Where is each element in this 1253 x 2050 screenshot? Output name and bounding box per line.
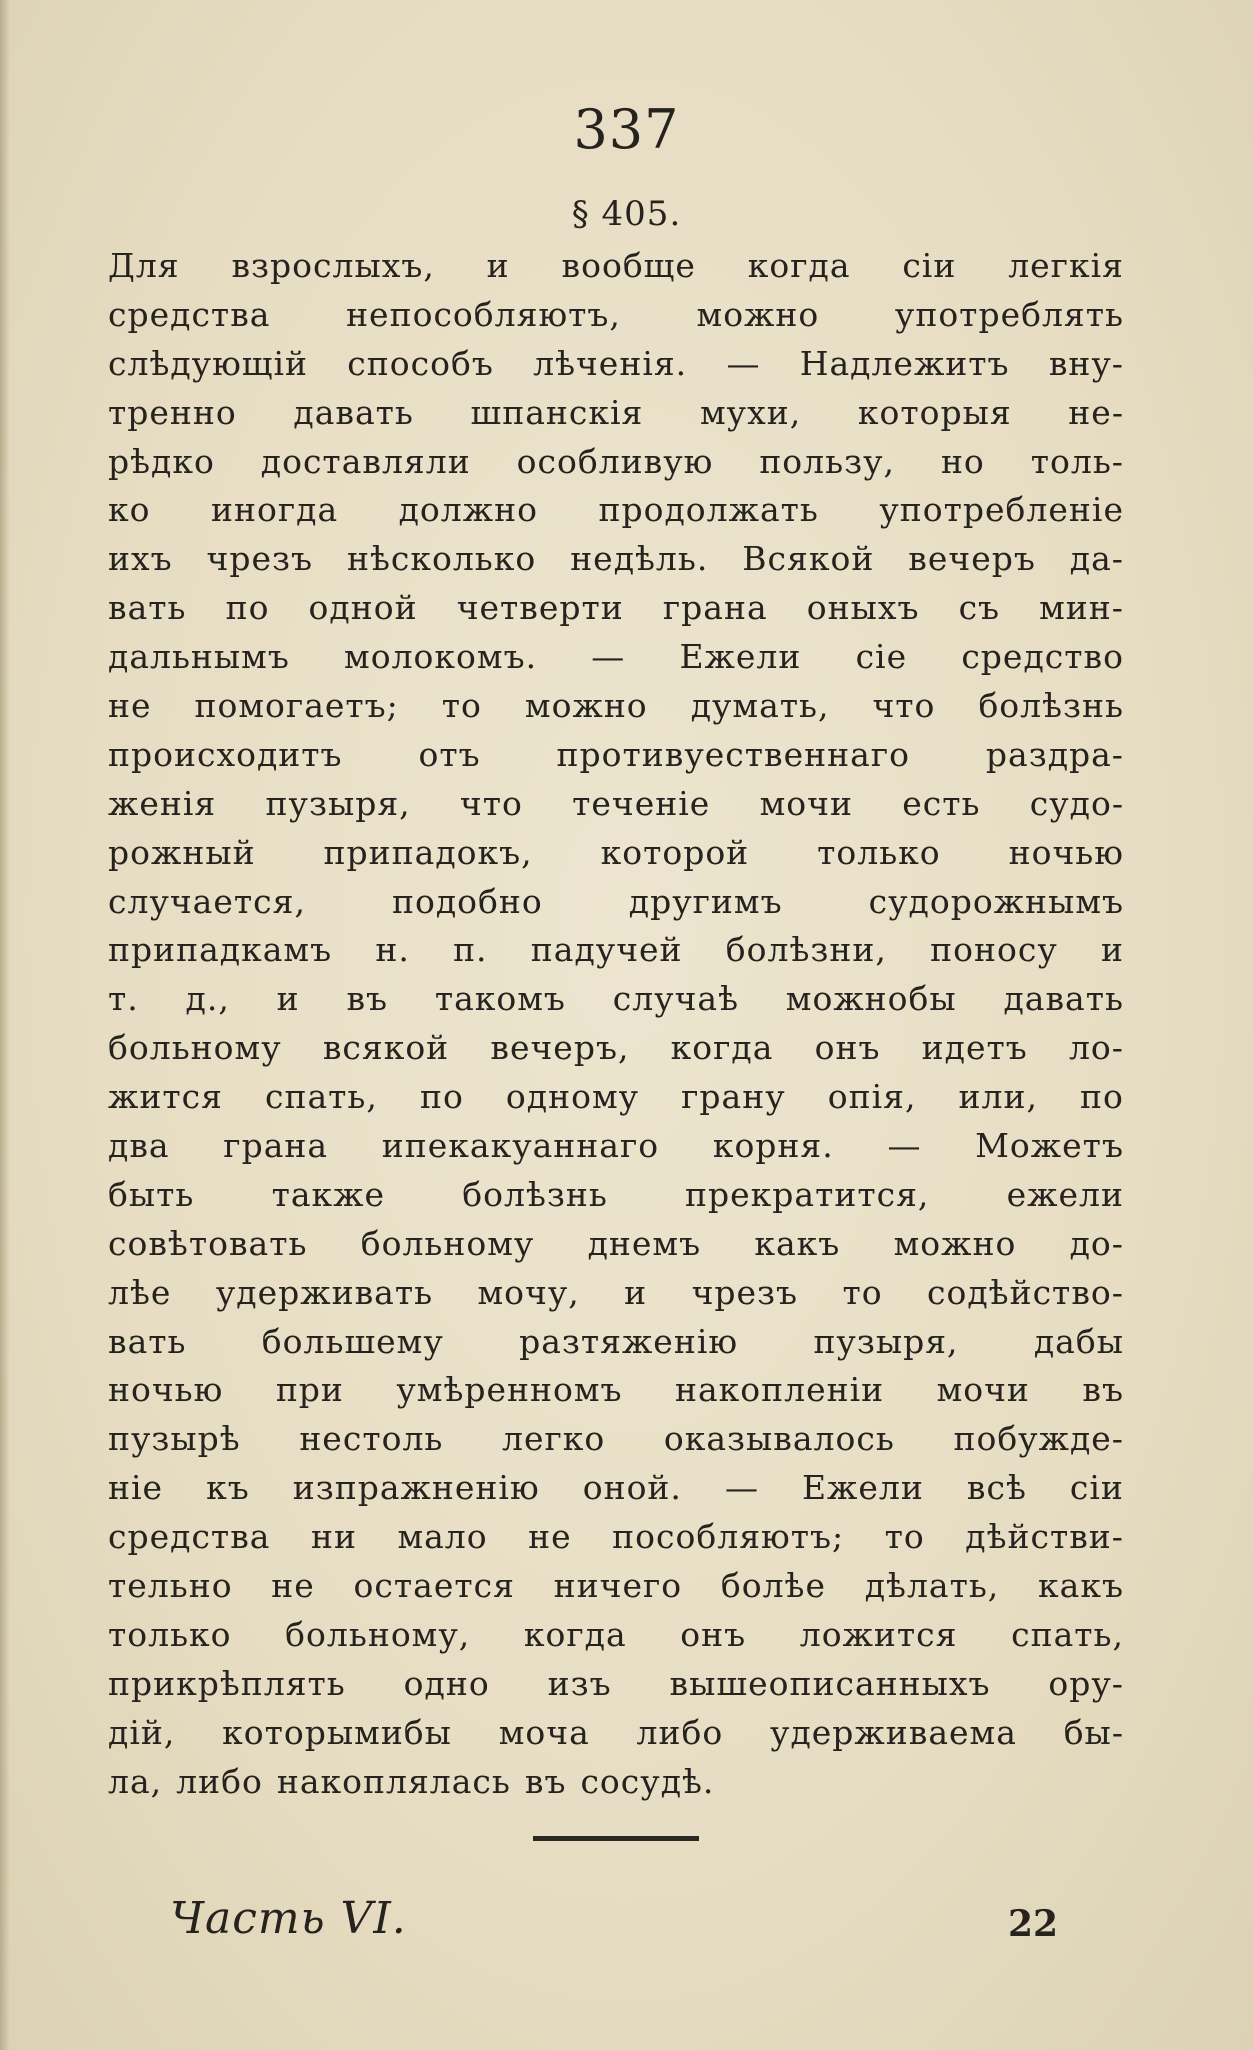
word: онъ bbox=[680, 1614, 747, 1654]
word: когда bbox=[670, 1028, 774, 1068]
word: не bbox=[528, 1517, 572, 1557]
text-line bbox=[108, 1073, 1124, 1122]
word: мухи, bbox=[700, 392, 802, 432]
word: когда bbox=[523, 1614, 627, 1654]
word: мин- bbox=[1039, 588, 1124, 628]
word: онъ bbox=[814, 1028, 881, 1068]
word: съ bbox=[958, 588, 1001, 628]
word: — bbox=[726, 343, 761, 383]
text-line bbox=[108, 975, 1124, 1024]
word: давать bbox=[1003, 979, 1124, 1019]
text-line bbox=[108, 731, 1124, 780]
text-line bbox=[108, 1464, 1124, 1513]
word: ночью bbox=[1008, 832, 1124, 872]
word: одно bbox=[403, 1663, 490, 1703]
word: и bbox=[486, 246, 510, 285]
word: содѣйство- bbox=[927, 1272, 1124, 1312]
word: по bbox=[419, 1077, 464, 1117]
word: падучей bbox=[530, 930, 683, 970]
word: п. bbox=[453, 930, 488, 970]
word: днемъ bbox=[587, 1223, 702, 1263]
word: мочу, bbox=[477, 1272, 580, 1312]
text-line bbox=[108, 1562, 1124, 1611]
word: спать, bbox=[1011, 1614, 1124, 1654]
word: думать, bbox=[690, 686, 830, 726]
text-line bbox=[108, 1269, 1124, 1318]
word: по bbox=[225, 588, 270, 628]
word: не bbox=[271, 1566, 315, 1606]
word: накоплялась bbox=[276, 1761, 511, 1801]
word: что bbox=[459, 783, 523, 823]
text-line bbox=[108, 535, 1124, 584]
word: вообще bbox=[561, 246, 696, 285]
word: пузыря, bbox=[265, 783, 411, 823]
word: ночью bbox=[108, 1370, 224, 1410]
word: пузырѣ bbox=[108, 1419, 241, 1459]
word: спать, bbox=[265, 1077, 378, 1117]
word: средство bbox=[961, 637, 1124, 677]
word: Для bbox=[108, 246, 180, 285]
word: ничего bbox=[553, 1566, 683, 1606]
word: должно bbox=[398, 490, 538, 530]
word: лѣченiя. bbox=[533, 343, 688, 383]
word: рѣдко bbox=[108, 441, 215, 481]
word: шпанскiя bbox=[470, 392, 644, 432]
word: въ bbox=[1082, 1370, 1124, 1410]
word: не- bbox=[1068, 392, 1124, 432]
word: особливую bbox=[516, 441, 714, 481]
word: судорожнымъ bbox=[868, 881, 1124, 921]
word: прекратится, bbox=[685, 1174, 930, 1214]
word: доставляли bbox=[260, 441, 471, 481]
word: въ bbox=[346, 979, 389, 1019]
word: не bbox=[108, 686, 152, 726]
word: изъ bbox=[547, 1663, 612, 1703]
word: по bbox=[1080, 1077, 1124, 1117]
text-line bbox=[108, 340, 1124, 389]
text-line bbox=[108, 926, 1124, 975]
text-line bbox=[108, 682, 1124, 731]
word: какъ bbox=[754, 1223, 841, 1263]
word: когда bbox=[747, 246, 851, 285]
word: противуественнаго bbox=[556, 734, 910, 774]
word: сосудѣ. bbox=[580, 1761, 715, 1801]
word: Можетъ bbox=[975, 1126, 1124, 1166]
word: грана bbox=[662, 588, 768, 628]
word: отъ bbox=[418, 734, 481, 774]
word: средства bbox=[108, 294, 271, 334]
word: д., bbox=[185, 979, 230, 1019]
text-line bbox=[108, 1366, 1124, 1415]
body-text bbox=[108, 242, 1124, 1807]
word: то bbox=[441, 686, 482, 726]
word: также bbox=[271, 1174, 386, 1214]
word: подобно bbox=[391, 881, 543, 921]
word: болѣе bbox=[720, 1566, 826, 1606]
word: побужде- bbox=[953, 1419, 1124, 1459]
word: Всякой bbox=[742, 539, 875, 579]
word: легкiя bbox=[1008, 246, 1124, 285]
word: только bbox=[817, 832, 941, 872]
word: средства bbox=[108, 1517, 271, 1557]
word: — bbox=[724, 1468, 759, 1508]
word: можно bbox=[893, 1223, 1017, 1263]
word: дѣйстви- bbox=[965, 1517, 1124, 1557]
word: вну- bbox=[1048, 343, 1124, 383]
word: только bbox=[108, 1614, 232, 1654]
word: болѣзни, bbox=[725, 930, 887, 970]
word: употреблять bbox=[894, 294, 1124, 334]
text-line bbox=[108, 780, 1124, 829]
word: недѣль. bbox=[570, 539, 709, 579]
word: что bbox=[872, 686, 936, 726]
sheet-number: 22 bbox=[1008, 1903, 1059, 1945]
word: оной. bbox=[582, 1468, 682, 1508]
word: больному bbox=[360, 1223, 535, 1263]
word: раздра- bbox=[985, 734, 1124, 774]
word: чрезъ bbox=[206, 539, 314, 579]
word: ко bbox=[108, 490, 151, 530]
word: всѣ bbox=[966, 1468, 1027, 1508]
text-line bbox=[108, 389, 1124, 438]
word: и bbox=[624, 1272, 648, 1312]
end-rule bbox=[533, 1836, 699, 1841]
word: умѣренномъ bbox=[396, 1370, 623, 1410]
word: дiй, bbox=[108, 1712, 176, 1752]
word: остается bbox=[353, 1566, 515, 1606]
text-line bbox=[108, 1024, 1124, 1073]
word: одной bbox=[308, 588, 418, 628]
word: употребленiе bbox=[879, 490, 1124, 530]
word: можнобы bbox=[785, 979, 957, 1019]
word: быть bbox=[108, 1174, 195, 1214]
word: слѣдующiй bbox=[108, 343, 309, 383]
word: прикрѣплять bbox=[108, 1663, 346, 1703]
word: два bbox=[108, 1126, 170, 1166]
word: накопленiи bbox=[674, 1370, 885, 1410]
text-line bbox=[108, 1318, 1124, 1367]
word: ла, bbox=[108, 1761, 163, 1801]
word: какъ bbox=[1038, 1566, 1124, 1606]
word: т. bbox=[108, 979, 139, 1019]
word: продолжать bbox=[598, 490, 819, 530]
word: ежели bbox=[1006, 1174, 1124, 1214]
text-line bbox=[108, 1611, 1124, 1660]
word: тельно bbox=[108, 1566, 233, 1606]
word: легко bbox=[501, 1419, 606, 1459]
word: способъ bbox=[347, 343, 494, 383]
word: теченiе bbox=[572, 783, 711, 823]
word: вечеръ bbox=[908, 539, 1036, 579]
word: въ bbox=[524, 1761, 567, 1801]
page-edge-shadow bbox=[0, 0, 10, 2050]
word: иногда bbox=[210, 490, 339, 530]
word: удерживаема bbox=[770, 1712, 1017, 1752]
word: сiи bbox=[902, 246, 957, 285]
word: четверти bbox=[456, 588, 624, 628]
word: давать bbox=[293, 392, 414, 432]
text-line bbox=[108, 438, 1124, 487]
word: всякой bbox=[322, 1028, 450, 1068]
signature-mark: Часть VI. bbox=[170, 1893, 407, 1944]
word: пользу, bbox=[759, 441, 896, 481]
word: болѣзнь bbox=[462, 1174, 608, 1214]
word: которой bbox=[600, 832, 750, 872]
word: пособляютъ; bbox=[612, 1517, 845, 1557]
word: которымибы bbox=[222, 1712, 452, 1752]
word: идетъ bbox=[921, 1028, 1028, 1068]
word: одному bbox=[505, 1077, 640, 1117]
word: большему bbox=[261, 1321, 444, 1361]
word: молокомъ. bbox=[344, 637, 538, 677]
word: помогаетъ; bbox=[194, 686, 399, 726]
word: ору- bbox=[1048, 1663, 1124, 1703]
word: до- bbox=[1069, 1223, 1124, 1263]
word: сiе bbox=[855, 637, 908, 677]
word: можно bbox=[524, 686, 648, 726]
word: опiя, bbox=[827, 1077, 917, 1117]
word: вать bbox=[108, 1321, 187, 1361]
word: есть bbox=[902, 783, 981, 823]
text-line bbox=[108, 1220, 1124, 1269]
word: оказывалось bbox=[663, 1419, 895, 1459]
word: непособляютъ, bbox=[346, 294, 621, 334]
word: больному, bbox=[285, 1614, 471, 1654]
word: другимъ bbox=[628, 881, 783, 921]
section-heading: § 405. bbox=[571, 194, 682, 234]
text-line bbox=[108, 1415, 1124, 1464]
word: происходитъ bbox=[108, 734, 343, 774]
word: грана bbox=[223, 1126, 329, 1166]
word: корня. bbox=[712, 1126, 834, 1166]
word: вать bbox=[108, 588, 187, 628]
text-line bbox=[108, 242, 1124, 291]
word: разтяженiю bbox=[519, 1321, 739, 1361]
word: къ bbox=[206, 1468, 250, 1508]
word: больному bbox=[108, 1028, 282, 1068]
text-line bbox=[108, 1758, 1124, 1807]
text-line bbox=[108, 291, 1124, 340]
word: то bbox=[842, 1272, 883, 1312]
word: лѣе bbox=[108, 1272, 172, 1312]
word: мало bbox=[397, 1517, 488, 1557]
word: или, bbox=[958, 1077, 1038, 1117]
word: судо- bbox=[1029, 783, 1124, 823]
word: ло- bbox=[1068, 1028, 1124, 1068]
text-line bbox=[108, 1709, 1124, 1758]
word: совѣтовать bbox=[108, 1223, 308, 1263]
text-line bbox=[108, 1660, 1124, 1709]
word: мочи bbox=[759, 783, 853, 823]
word: либо bbox=[176, 1761, 263, 1801]
word: которыя bbox=[857, 392, 1012, 432]
page-number: 337 bbox=[573, 98, 680, 161]
word: случается, bbox=[108, 881, 306, 921]
word: то bbox=[884, 1517, 925, 1557]
text-line bbox=[108, 1513, 1124, 1562]
word: можно bbox=[696, 294, 820, 334]
word: и bbox=[276, 979, 300, 1019]
text-line bbox=[108, 486, 1124, 535]
word: изпражненiю bbox=[292, 1468, 540, 1508]
word: Ежели bbox=[801, 1468, 924, 1508]
word: но bbox=[940, 441, 985, 481]
word: случаѣ bbox=[612, 979, 739, 1019]
word: чрезъ bbox=[691, 1272, 799, 1312]
word: удерживать bbox=[215, 1272, 434, 1312]
word: мочи bbox=[936, 1370, 1030, 1410]
word: болѣзнь bbox=[978, 686, 1124, 726]
word: нестоль bbox=[299, 1419, 444, 1459]
word: поносу bbox=[930, 930, 1058, 970]
word: вечеръ, bbox=[490, 1028, 630, 1068]
word: моча bbox=[498, 1712, 590, 1752]
word: — bbox=[591, 637, 626, 677]
text-line bbox=[108, 829, 1124, 878]
word: оныхъ bbox=[806, 588, 920, 628]
text-line bbox=[108, 633, 1124, 682]
text-line bbox=[108, 878, 1124, 927]
word: да- bbox=[1069, 539, 1124, 579]
text-line bbox=[108, 1171, 1124, 1220]
word: взрослыхъ, bbox=[231, 246, 435, 285]
word: ни bbox=[310, 1517, 357, 1557]
word: ихъ bbox=[108, 539, 173, 579]
word: ложится bbox=[799, 1614, 958, 1654]
word: грану bbox=[681, 1077, 786, 1117]
word: дальнымъ bbox=[108, 637, 290, 677]
word: Надлежитъ bbox=[799, 343, 1010, 383]
word: тренно bbox=[108, 392, 237, 432]
word: сiи bbox=[1069, 1468, 1124, 1508]
word: либо bbox=[636, 1712, 724, 1752]
word: — bbox=[887, 1126, 922, 1166]
word: припадкамъ bbox=[108, 930, 333, 970]
word: Ежели bbox=[679, 637, 802, 677]
word: женiя bbox=[108, 783, 217, 823]
word: толь- bbox=[1030, 441, 1124, 481]
word: нiе bbox=[108, 1468, 164, 1508]
word: н. bbox=[375, 930, 410, 970]
word: бы- bbox=[1063, 1712, 1124, 1752]
word: припадокъ, bbox=[323, 832, 533, 872]
word: при bbox=[275, 1370, 344, 1410]
word: дабы bbox=[1033, 1321, 1124, 1361]
text-line bbox=[108, 584, 1124, 633]
word: вышеописанныхъ bbox=[669, 1663, 991, 1703]
word: рожный bbox=[108, 832, 256, 872]
word: жится bbox=[108, 1077, 223, 1117]
word: нѣсколько bbox=[346, 539, 537, 579]
word: дѣлать, bbox=[864, 1566, 1000, 1606]
word: ипекакуаннаго bbox=[381, 1126, 660, 1166]
word: и bbox=[1101, 930, 1124, 970]
text-line bbox=[108, 1122, 1124, 1171]
word: пузыря, bbox=[813, 1321, 959, 1361]
word: такомъ bbox=[434, 979, 566, 1019]
